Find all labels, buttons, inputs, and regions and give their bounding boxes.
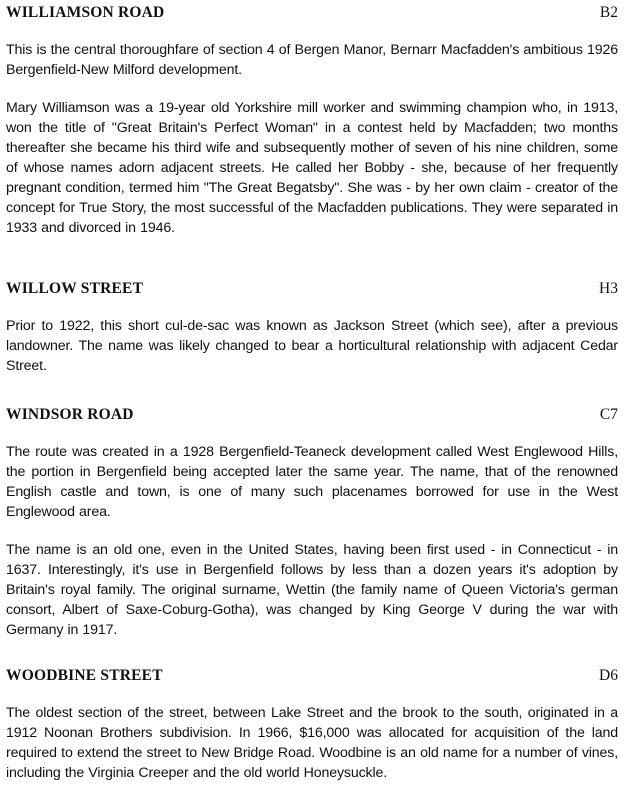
- entry-woodbine-street: [6, 665, 618, 783]
- entry-header: [6, 278, 618, 300]
- entry-header: [6, 404, 618, 426]
- entry-williamson-road: [6, 2, 618, 238]
- entry-paragraph: The route was created in a 1928 Bergenfield-Teaneck development called West Englewood Hills, the portion in Bergenfield being accepted later the same year. The name, that of the renowned English castle and town, is one of many such placenames borrowed for use in the West Englewood area.: [6, 444, 618, 520]
- entry-willow-street: [6, 278, 618, 376]
- entry-paragraph: This is the central thoroughfare of section 4 of Bergen Manor, Bernarr Macfadden's ambitious 1926 Bergenfield-New Milford development.: [6, 42, 618, 78]
- entry-windsor-road: [6, 404, 618, 640]
- entry-title: WINDSOR ROAD: [6, 406, 134, 423]
- entry-paragraph: Mary Williamson was a 19-year old Yorkshire mill worker and swimming champion who, in 1913, won the title of "Great Britain's Perfect Woman" in a contest held by Macfadden; two months thereafter she became his third wife and subsequently mother of seven of his nine children, some of whose names adorn adjacent streets. He called her Bobby - she, because of her frequently pregnant condition, termed him "The Great Begatsby". She was - by her own claim - creator of the concept for True Story, the most successful of the Macfadden publications. They were separated in 1933 and divorced in 1946.: [6, 100, 618, 236]
- entry-title: WILLOW STREET: [6, 280, 144, 297]
- entry-paragraph: Prior to 1922, this short cul-de-sac was known as Jackson Street (which see), after a previous landowner. The name was likely changed to bear a horticultural relationship with adjacent Cedar Street.: [6, 318, 618, 374]
- map-grid-code: D6: [599, 667, 618, 684]
- entry-paragraph: The name is an old one, even in the United States, having been first used - in Connecticut - in 1637. Interestingly, it's use in Bergenfield follows by less than a dozen years it's adoption by Britain's royal family. The original surname, Wettin (the family name of Queen Victoria's german consort, Albert of Saxe-Coburg-Gotha), was changed by King George V during the war with Germany in 1917.: [6, 542, 618, 638]
- entry-header: [6, 665, 618, 687]
- entry-header: [6, 2, 618, 24]
- entry-paragraph: The oldest section of the street, between Lake Street and the brook to the south, originated in a 1912 Noonan Brothers subdivision. In 1966, $16,000 was allocated for acquisition of the land required to extend the street to New Bridge Road. Woodbine is an old name for a number of vines, including the Virginia Creeper and the old world Honeysuckle.: [6, 705, 618, 781]
- map-grid-code: B2: [599, 4, 618, 21]
- map-grid-code: H3: [599, 280, 618, 297]
- map-grid-code: C7: [599, 406, 618, 423]
- entry-title: WILLIAMSON ROAD: [6, 4, 165, 21]
- entry-title: WOODBINE STREET: [6, 667, 163, 684]
